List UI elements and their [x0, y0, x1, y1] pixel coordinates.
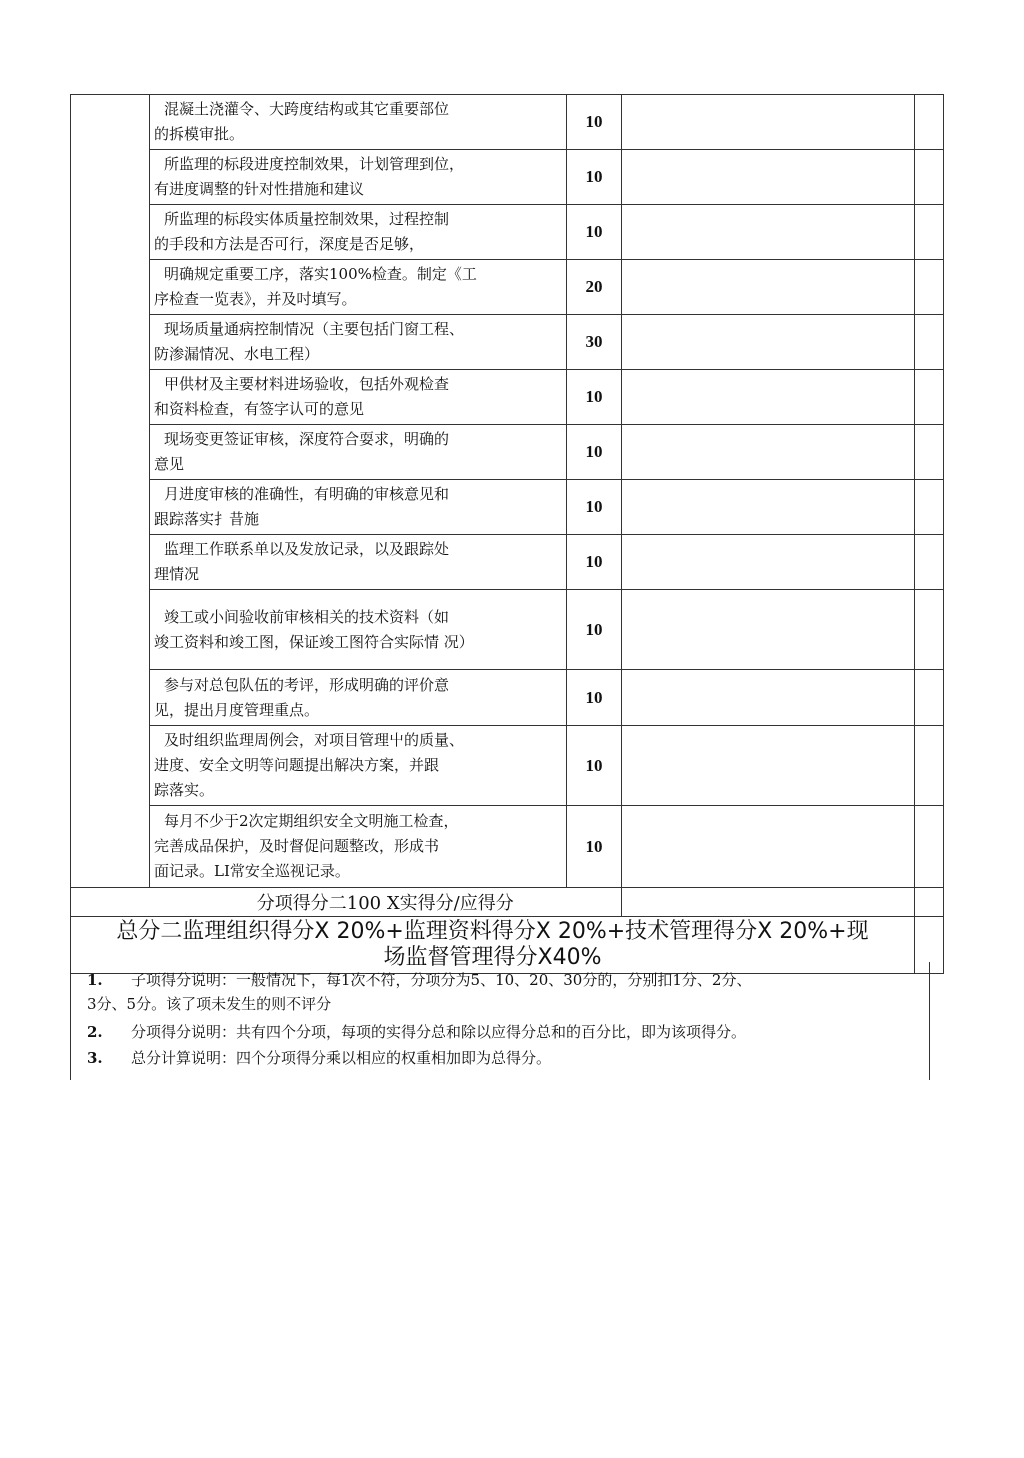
total-formula-line2: 场监督管理得分X40% — [383, 945, 602, 970]
item-line: 所监理的标段实体质量控制效果，过程控制 — [164, 210, 450, 228]
actual-score-cell — [622, 425, 915, 480]
item-line: 见，提出月度管理重点。 — [154, 700, 320, 719]
table-row — [71, 150, 944, 205]
max-score: 10 — [567, 480, 622, 535]
max-score: 10 — [567, 205, 622, 260]
remark-cell — [915, 535, 944, 590]
item-description — [150, 260, 567, 315]
actual-score-cell — [622, 480, 915, 535]
category-cell — [71, 590, 150, 670]
category-cell — [71, 806, 150, 888]
item-description — [150, 806, 567, 888]
remark-cell — [915, 95, 944, 150]
item-description — [150, 95, 567, 150]
max-score: 10 — [567, 806, 622, 888]
remark-cell — [915, 670, 944, 726]
subtotal-value-cell — [622, 888, 915, 917]
remark-cell — [915, 726, 944, 806]
actual-score-cell — [622, 95, 915, 150]
actual-score-cell — [622, 670, 915, 726]
item-line: 的手段和方法是否可行，深度是否足够， — [154, 235, 425, 253]
remark-cell — [915, 590, 944, 670]
note-1 — [87, 968, 917, 1016]
actual-score-cell — [622, 315, 915, 370]
max-score: 10 — [567, 370, 622, 425]
category-cell — [71, 260, 150, 315]
category-cell — [71, 370, 150, 425]
note-text: 子项得分说明：一般情况下，每1次不符，分项分为5、10、20、30分的，分别扣1分、2分、 — [131, 971, 752, 989]
table-row — [71, 480, 944, 535]
table-row — [71, 315, 944, 370]
table-row — [71, 370, 944, 425]
remark-cell — [915, 806, 944, 888]
item-line: 完善成品保护，及时督促问题整改，形成书 — [154, 837, 440, 855]
item-line: 的拆模审批。 — [154, 125, 245, 143]
max-score: 10 — [567, 95, 622, 150]
item-description — [150, 150, 567, 205]
remark-cell — [915, 205, 944, 260]
table-row — [71, 425, 944, 480]
note-number: 2. — [87, 1023, 103, 1041]
table-row — [71, 590, 944, 670]
item-line: 监理工作联系单以及发放记录，以及跟踪处 — [164, 540, 450, 558]
item-line: 防渗漏情况、水电工程） — [154, 345, 320, 363]
category-cell — [71, 726, 150, 806]
item-description — [150, 205, 567, 260]
note-text: 总分计算说明：四个分项得分乘以相应的权重相加即为总得分。 — [131, 1049, 552, 1067]
item-line: 混凝土浇灌令、大跨度结构或其它重要部位 — [164, 100, 450, 118]
max-score: 10 — [567, 670, 622, 726]
actual-score-cell — [622, 150, 915, 205]
item-description — [150, 315, 567, 370]
subtotal-row — [71, 888, 944, 917]
item-description — [150, 480, 567, 535]
item-line: 面记录。LI常安全巡视记录。 — [154, 862, 350, 880]
table-row — [71, 205, 944, 260]
table-row — [71, 806, 944, 888]
item-line: 理情况 — [154, 565, 200, 583]
remark-cell — [915, 150, 944, 205]
max-score: 20 — [567, 260, 622, 315]
item-line: 及时组织监理周例会，对项目管理屮的质量、 — [164, 731, 465, 749]
max-score: 10 — [567, 150, 622, 205]
notes-section — [70, 962, 930, 1080]
max-score: 10 — [567, 590, 622, 670]
max-score: 10 — [567, 726, 622, 806]
category-cell — [71, 480, 150, 535]
item-line: 竣工或小间验收前审核相关的技术资料（如 — [164, 607, 450, 626]
actual-score-cell — [622, 590, 915, 670]
actual-score-cell — [622, 535, 915, 590]
remark-cell — [915, 370, 944, 425]
score-rows — [71, 95, 944, 888]
category-cell — [71, 670, 150, 726]
category-cell — [71, 315, 150, 370]
subtotal-remark-cell — [915, 888, 944, 917]
actual-score-cell — [622, 370, 915, 425]
item-description — [150, 590, 567, 670]
remark-cell — [915, 425, 944, 480]
item-description — [150, 535, 567, 590]
score-table-sheet — [70, 94, 930, 974]
item-line: 现场变更签证审核，深度符合耍求，明确的 — [164, 430, 450, 448]
item-description — [150, 370, 567, 425]
actual-score-cell — [622, 726, 915, 806]
note-number: 1. — [87, 971, 103, 989]
item-line: 有进度调整的针对性措施和建议 — [154, 180, 365, 198]
note-2 — [87, 1020, 917, 1044]
item-line: 月进度审核的准确性，有明确的审核意见和 — [164, 485, 450, 503]
item-line: 竣工资料和竣工图，保证竣工图符合实际情 况） — [154, 632, 474, 651]
table-row — [71, 726, 944, 806]
actual-score-cell — [622, 205, 915, 260]
item-line: 踪落实。 — [154, 781, 215, 799]
remark-cell — [915, 260, 944, 315]
actual-score-cell — [622, 260, 915, 315]
table-row — [71, 95, 944, 150]
max-score: 10 — [567, 535, 622, 590]
category-cell — [71, 95, 150, 150]
item-line: 意见 — [154, 455, 185, 473]
item-line: 和资料检查，有签字认可的意见 — [154, 400, 365, 418]
max-score: 10 — [567, 425, 622, 480]
table-row — [71, 260, 944, 315]
item-line: 序检查一览表》，并及吋填写。 — [154, 290, 357, 308]
category-cell — [71, 150, 150, 205]
item-description — [150, 425, 567, 480]
note-text: 分项得分说明：共有四个分项，每项的实得分总和除以应得分总和的百分比，即为该项得分。 — [131, 1023, 747, 1041]
item-line: 所监理的标段进度控制效果，计划管理到位， — [164, 155, 465, 173]
item-line: 每月不少于2次定期组织安全文明施工检查， — [164, 812, 459, 830]
item-line: 参与对总包队伍的考评，形成明确的评价意 — [164, 675, 450, 694]
total-formula-line1: 总分二监理组织得分X 20%+监理资料得分X 20%+技术管理得分X 20%+现 — [116, 919, 869, 944]
subtotal-left-cell — [71, 888, 150, 917]
item-line: 现场质量通病控制情况（主要包括门窗工程、 — [164, 320, 465, 338]
category-cell — [71, 425, 150, 480]
subtotal-formula: 分项得分二100 X实得分/应得分 — [150, 888, 622, 917]
max-score: 30 — [567, 315, 622, 370]
table-row — [71, 535, 944, 590]
item-line: 跟踪落实扌昔施 — [154, 510, 260, 528]
item-line: 进度、安全文明等问题提出解决方案，并跟 — [154, 756, 440, 774]
item-description — [150, 726, 567, 806]
actual-score-cell — [622, 806, 915, 888]
remark-cell — [915, 480, 944, 535]
category-cell — [71, 205, 150, 260]
category-cell — [71, 535, 150, 590]
item-line: 甲供材及主要材料进场验收，包括外观检查 — [164, 375, 450, 393]
item-line: 明确规定重要工序，落实100%检查。制定《工 — [164, 265, 477, 283]
table-row — [71, 670, 944, 726]
note-3 — [87, 1046, 917, 1070]
remark-cell — [915, 315, 944, 370]
note-continuation: 3分、5分。该了项未发生的则不评分 — [87, 995, 332, 1013]
item-description — [150, 670, 567, 726]
note-number: 3. — [87, 1049, 103, 1067]
score-table — [70, 94, 944, 974]
